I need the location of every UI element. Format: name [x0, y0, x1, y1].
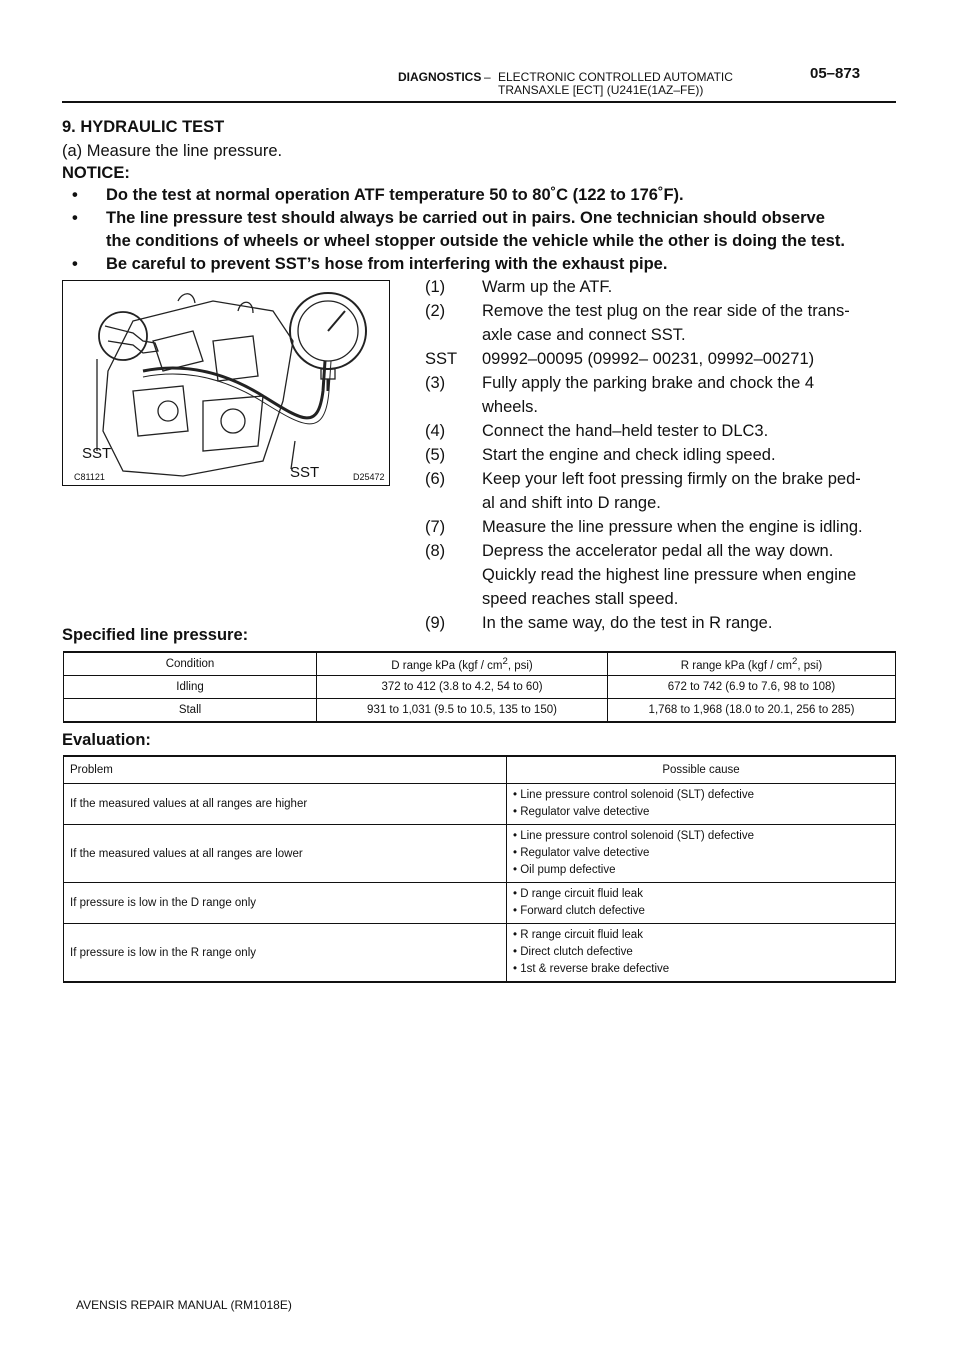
eval-causes — [507, 825, 896, 883]
spec-title: Specified line pressure: — [62, 626, 249, 644]
eval-problem: If pressure is low in the D range only — [64, 883, 507, 924]
sst-part-number: 09992–00095 (09992– 00231, 09992–00271) — [482, 350, 815, 368]
eval-problem: If the measured values at all ranges are higher — [64, 784, 507, 825]
spec-header-row — [64, 652, 896, 676]
spec-table — [63, 651, 896, 723]
step-text: Quickly read the highest line pressure when engine — [482, 566, 857, 584]
eval-cause: • Forward clutch defective — [513, 905, 645, 917]
eval-cause: • R range circuit fluid leak — [513, 929, 643, 941]
header-dash: – — [484, 70, 491, 84]
step-text: wheels. — [482, 398, 538, 416]
notice-label: NOTICE: — [62, 164, 130, 182]
notice-bullet: • — [72, 209, 78, 227]
step-num: (7) — [425, 518, 446, 536]
figure-code-left: C81121 — [74, 472, 105, 482]
header-title-line1: ELECTRONIC CONTROLLED AUTOMATIC — [498, 70, 733, 84]
figure-code-right: D25472 — [353, 472, 385, 482]
eval-cause: • Regulator valve detective — [513, 806, 650, 818]
spec-cell: Stall — [64, 699, 317, 723]
eval-row — [64, 883, 896, 924]
spec-cell: 931 to 1,031 (9.5 to 10.5, 135 to 150) — [317, 699, 608, 723]
step-num: (5) — [425, 446, 446, 464]
eval-problem: If the measured values at all ranges are lower — [64, 825, 507, 883]
notice-item-2-cont: the conditions of wheels or wheel stopper outside the vehicle while the other is doing the test. — [106, 232, 845, 250]
step-text: speed reaches stall speed. — [482, 590, 679, 608]
eval-problem: If pressure is low in the R range only — [64, 924, 507, 983]
evaluation-table — [63, 755, 896, 983]
eval-causes — [507, 883, 896, 924]
step-text: Warm up the ATF. — [482, 278, 613, 296]
eval-cause: • Regulator valve detective — [513, 847, 650, 859]
spec-header-r-text: R range kPa (kgf / cm — [680, 659, 792, 672]
sst-label-left: SST — [82, 445, 112, 462]
step-num: (9) — [425, 614, 446, 632]
eval-header-problem: Problem — [64, 756, 507, 784]
eval-cause: • Line pressure control solenoid (SLT) defective — [513, 830, 754, 842]
notice-item-1: Do the test at normal operation ATF temperature 50 to 80˚C (122 to 176˚F). — [106, 186, 684, 204]
engine-sst-illustration — [63, 281, 390, 486]
eval-cause: • 1st & reverse brake defective — [513, 963, 670, 975]
step-text: Remove the test plug on the rear side of the trans- — [482, 302, 850, 320]
eval-causes — [507, 784, 896, 825]
footer-manual-title: AVENSIS REPAIR MANUAL (RM1018E) — [76, 1298, 292, 1312]
eval-header-row — [64, 756, 896, 784]
eval-cause: • D range circuit fluid leak — [513, 888, 643, 900]
sst-label-right: SST — [290, 464, 320, 481]
header-title-line2: TRANSAXLE [ECT] (U241E(1AZ–FE)) — [498, 83, 704, 97]
sst-num: SST — [425, 350, 458, 368]
spec-cell: 1,768 to 1,968 (18.0 to 20.1, 256 to 285) — [608, 699, 896, 723]
spec-cell: 372 to 412 (3.8 to 4.2, 54 to 60) — [317, 676, 608, 699]
eval-header-cause: Possible cause — [507, 756, 896, 784]
step-text: Connect the hand–held tester to DLC3. — [482, 422, 769, 440]
step-text: In the same way, do the test in R range. — [482, 614, 773, 632]
eval-row — [64, 825, 896, 883]
spec-header-r-tail: , psi) — [797, 659, 823, 672]
notice-item-3: Be careful to prevent SST’s hose from interfering with the exhaust pipe. — [106, 255, 668, 273]
header-rule — [62, 101, 896, 103]
spec-cell: Idling — [64, 676, 317, 699]
eval-causes — [507, 924, 896, 983]
spec-header-d-range — [317, 652, 608, 676]
spec-row-idling — [64, 676, 896, 699]
spec-header-r-sup: 2 — [791, 656, 798, 668]
header-section: DIAGNOSTICS — [398, 70, 482, 84]
eval-cause: • Direct clutch defective — [513, 946, 633, 958]
sst-gauge-figure — [62, 280, 390, 486]
step-a: (a) Measure the line pressure. — [62, 142, 283, 160]
eval-title: Evaluation: — [62, 731, 151, 749]
eval-cause: • Oil pump defective — [513, 864, 616, 876]
spec-header-d-tail: , psi) — [507, 659, 533, 672]
eval-row — [64, 784, 896, 825]
spec-header-condition: Condition — [64, 652, 317, 676]
step-text: Depress the accelerator pedal all the way down. — [482, 542, 834, 560]
spec-header-d-text: D range kPa (kgf / cm — [391, 659, 503, 672]
step-text: Keep your left foot pressing firmly on the brake ped- — [482, 470, 861, 488]
step-text: Fully apply the parking brake and chock the 4 — [482, 374, 815, 392]
notice-bullet: • — [72, 186, 78, 204]
page-number: 05–873 — [810, 65, 861, 82]
section-heading: 9. HYDRAULIC TEST — [62, 118, 225, 136]
eval-row — [64, 924, 896, 983]
step-text: al and shift into D range. — [482, 494, 661, 512]
spec-cell: 672 to 742 (6.9 to 7.6, 98 to 108) — [608, 676, 896, 699]
step-num: (3) — [425, 374, 446, 392]
step-num: (4) — [425, 422, 446, 440]
step-num: (2) — [425, 302, 446, 320]
eval-cause: • Line pressure control solenoid (SLT) defective — [513, 789, 754, 801]
step-text: Measure the line pressure when the engine is idling. — [482, 518, 863, 536]
spec-row-stall — [64, 699, 896, 723]
step-text: Start the engine and check idling speed. — [482, 446, 776, 464]
step-num: (6) — [425, 470, 446, 488]
step-num: (8) — [425, 542, 446, 560]
notice-bullet: • — [72, 255, 78, 273]
spec-header-d-sup: 2 — [502, 656, 508, 668]
step-num: (1) — [425, 278, 446, 296]
step-text: axle case and connect SST. — [482, 326, 686, 344]
notice-item-2: The line pressure test should always be carried out in pairs. One technician should observe — [106, 209, 825, 227]
spec-header-r-range — [608, 652, 896, 676]
